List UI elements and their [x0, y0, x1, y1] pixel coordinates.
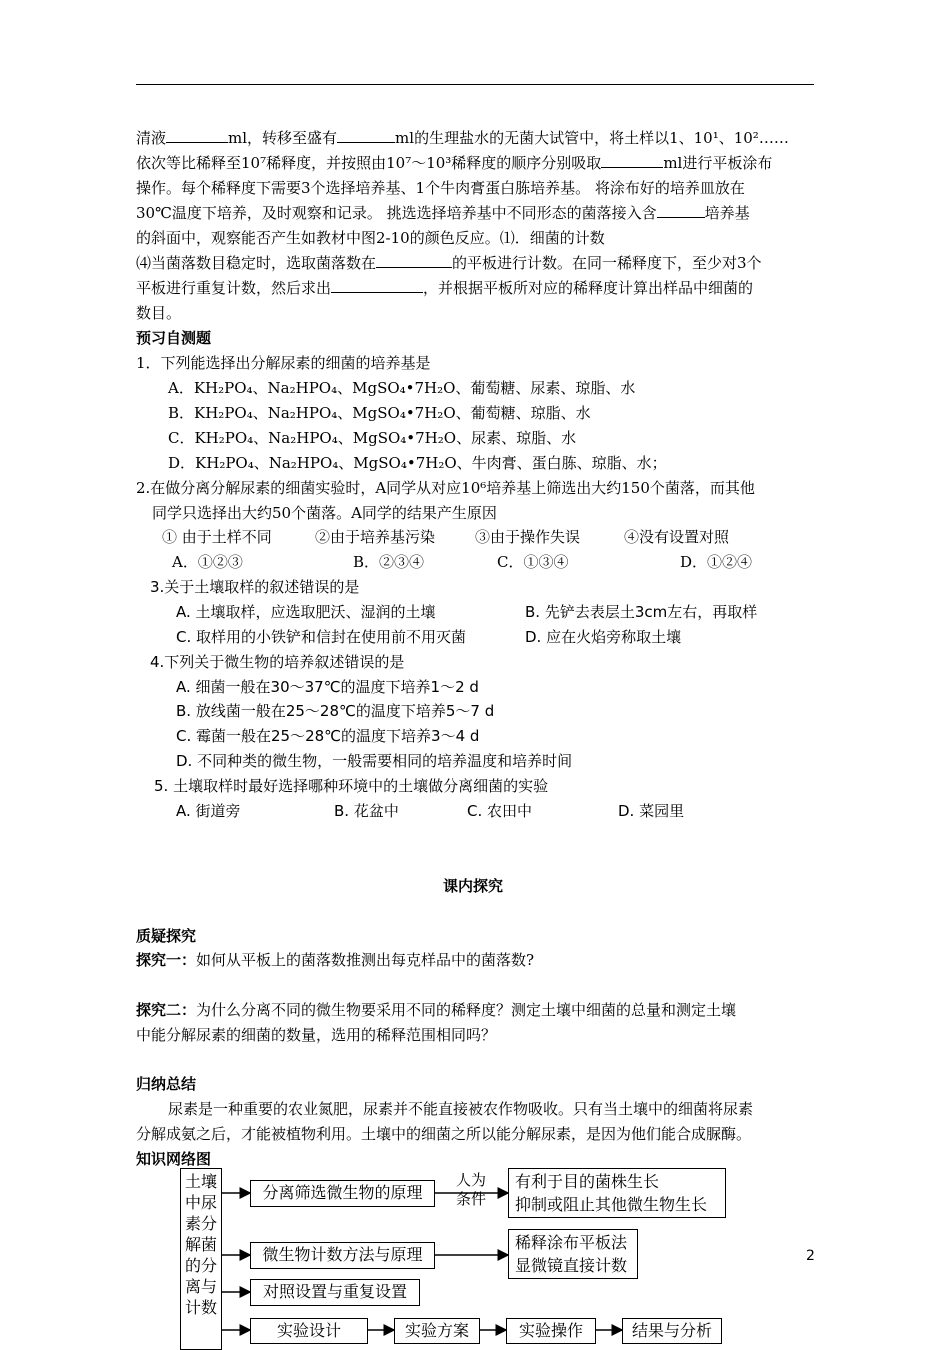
q2-option-d: D．①②④	[680, 553, 753, 571]
summary-heading: 归纳总结	[136, 1075, 197, 1093]
q2-option-c: C．①③④	[497, 553, 569, 571]
q2-option-b: B．②③④	[353, 553, 425, 571]
q4-option-a: A. 细菌一般在30～37℃的温度下培养1～2 d	[176, 678, 479, 696]
q2-reason-4: ④没有设置对照	[624, 528, 730, 546]
diagram-node-counting: 微生物计数方法与原理	[250, 1242, 435, 1269]
explore-2: 探究二：为什么分离不同的微生物要采用不同的稀释度？测定土壤中细菌的总量和测定土壤	[136, 1001, 737, 1019]
q3-option-c: C. 取样用的小铁铲和信封在使用前不用灭菌	[176, 628, 467, 646]
edge-label-1: 人为	[456, 1171, 487, 1189]
intro-line-1: 清液 ml，转移至盛有 ml的生理盐水的无菌大试管中，将土样以1、10¹、10²……	[136, 129, 789, 147]
q1-option-d: D．KH₂PO₄、Na₂HPO₄、MgSO₄•7H₂O、牛肉膏、蛋白胨、琼脂、水；	[168, 454, 667, 472]
explore-1: 探究一：如何从平板上的菌落数推测出每克样品中的菌落数?	[136, 951, 535, 969]
q2-reason-2: ②由于培养基污染	[315, 528, 436, 546]
diagram-node-operation: 实验操作	[506, 1318, 596, 1344]
q4-option-d: D. 不同种类的微生物，一般需要相同的培养温度和培养时间	[176, 752, 573, 770]
edge-label-2: 条件	[456, 1190, 487, 1208]
intro-line-2: 依次等比稀释至10⁷稀释度，并按照由10⁷～10³稀释度的顺序分别吸取 ml进行平板涂布	[136, 154, 773, 172]
question-3: 3.关于土壤取样的叙述错误的是	[150, 578, 360, 596]
page-number: 2	[806, 1248, 815, 1264]
q1-option-a: A．KH₂PO₄、Na₂HPO₄、MgSO₄•7H₂O、葡萄糖、尿素、琼脂、水	[168, 379, 636, 397]
q5-option-d: D. 菜园里	[618, 802, 685, 820]
diagram-root: 土壤中尿素分解菌的分离与计数	[180, 1168, 222, 1350]
question-2-line-1: 2.在做分离分解尿素的细菌实验时，A同学从对应10⁶培养基上筛选出大约150个菌落，而其他	[136, 479, 755, 497]
q4-option-c: C. 霉菌一般在25～28℃的温度下培养3～4 d	[176, 727, 480, 745]
q2-option-a: A．①②③	[172, 553, 243, 571]
q3-option-a: A. 土壤取样，应选取肥沃、湿润的土壤	[176, 603, 436, 621]
summary-line-2: 分解成氨之后，才能被植物利用。土壤中的细菌之所以能分解尿素，是因为他们能合成脲酶。	[136, 1125, 752, 1143]
pretest-heading: 预习自测题	[136, 329, 212, 347]
q5-option-a: A. 街道旁	[176, 802, 241, 820]
summary-line-1: 尿素是一种重要的农业氮肥，尿素并不能直接被农作物吸收。只有当土壤中的细菌将尿素	[168, 1100, 754, 1118]
diagram-node-results: 结果与分析	[622, 1318, 722, 1344]
diagram-node-controls: 对照设置与重复设置	[250, 1279, 420, 1306]
q2-reason-3: ③由于操作失误	[475, 528, 581, 546]
intro-line-7: 平板进行重复计数，然后求出 ，并根据平板所对应的稀释度计算出样品中细菌的	[136, 279, 754, 297]
intro-line-8: 数目。	[136, 304, 182, 322]
q4-option-b: B. 放线菌一般在25～28℃的温度下培养5～7 d	[176, 702, 495, 720]
diagram-node-plan: 实验方案	[394, 1318, 480, 1344]
intro-line-3: 操作。每个稀释度下需要3个选择培养基、1个牛肉膏蛋白胨培养基。 将涂布好的培养皿放在	[136, 179, 745, 197]
network-heading: 知识网络图	[136, 1150, 212, 1168]
q1-option-b: B．KH₂PO₄、Na₂HPO₄、MgSO₄•7H₂O、葡萄糖、琼脂、水	[168, 404, 591, 422]
explore-2-cont: 中能分解尿素的细菌的数量，选用的稀释范围相同吗？	[136, 1026, 497, 1044]
section-title: 课内探究	[443, 877, 504, 895]
intro-line-4: 30℃温度下培养，及时观察和记录。 挑选选择培养基中不同形态的菌落接入含 培养基	[136, 204, 750, 222]
q3-option-b: B. 先铲去表层土3cm左右，再取样	[525, 603, 758, 621]
question-2-line-2: 同学只选择出大约50个菌落。A同学的结果产生原因	[152, 504, 497, 522]
diagram-node-conditions: 有利于目的菌株生长 抑制或阻止其他微生物生长	[508, 1168, 726, 1218]
question-5: 5. 土壤取样时最好选择哪种环境中的土壤做分离细菌的实验	[154, 777, 549, 795]
question-4: 4.下列关于微生物的培养叙述错误的是	[150, 653, 405, 671]
q3-option-d: D. 应在火焰旁称取土壤	[525, 628, 682, 646]
q5-option-b: B. 花盆中	[334, 802, 399, 820]
doubt-heading: 质疑探究	[136, 927, 197, 945]
intro-line-5: 的斜面中，观察能否产生如教材中图2-10的颜色反应。⑴．细菌的计数	[136, 229, 605, 247]
diagram-node-separation: 分离筛选微生物的原理	[250, 1180, 435, 1207]
diagram-node-methods: 稀释涂布平板法 显微镜直接计数	[508, 1229, 638, 1279]
question-1: 1．下列能选择出分解尿素的细菌的培养基是	[136, 354, 431, 372]
q1-option-c: C．KH₂PO₄、Na₂HPO₄、MgSO₄•7H₂O、尿素、琼脂、水	[168, 429, 577, 447]
q2-reason-1: ① 由于土样不同	[162, 528, 272, 546]
intro-line-6: ⑷当菌落数目稳定时，选取菌落数在 的平板进行计数。在同一稀释度下，至少对3个	[136, 254, 762, 272]
q5-option-c: C. 农田中	[467, 802, 533, 820]
diagram-node-design: 实验设计	[250, 1318, 368, 1344]
